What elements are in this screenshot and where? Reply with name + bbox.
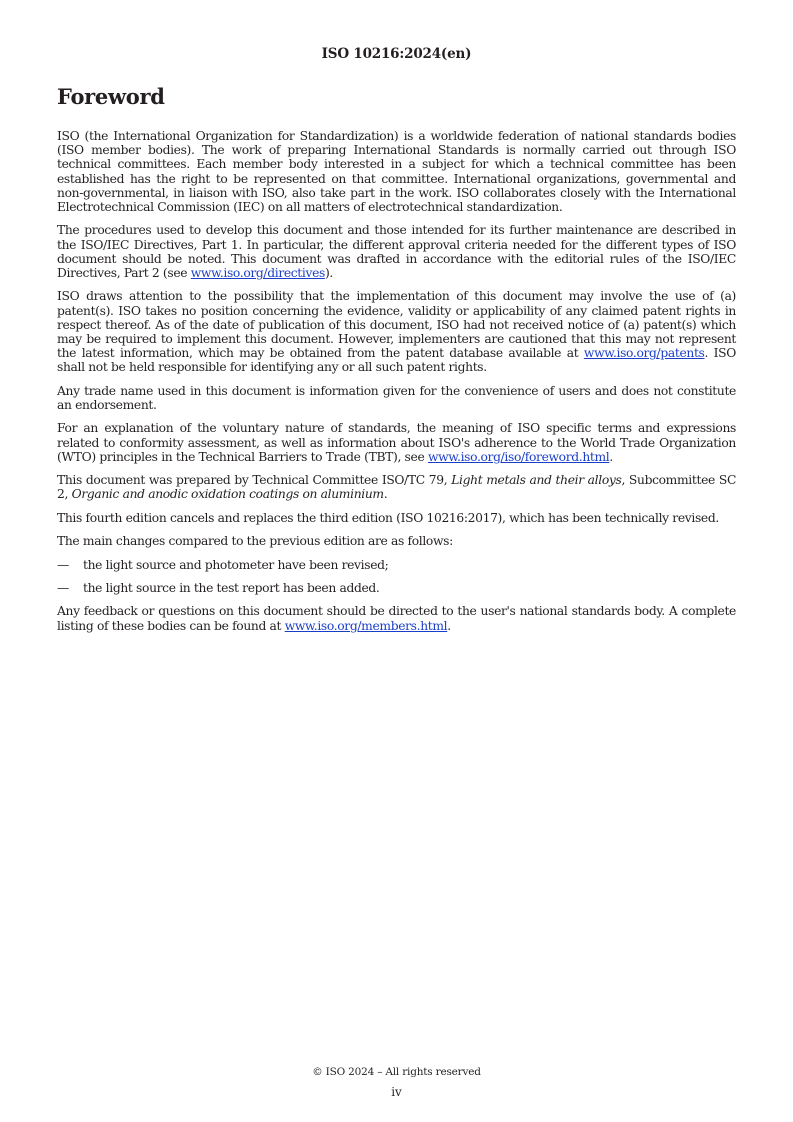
committee-title: Light metals and their alloys — [451, 473, 622, 488]
list-item: — the light source and photometer have been revised; — [57, 557, 389, 572]
foreword-link[interactable]: www.iso.org/iso/foreword.html — [427, 449, 610, 464]
page-title: Foreword — [57, 84, 165, 109]
patents-link[interactable]: www.iso.org/patents — [583, 346, 705, 361]
foreword-body — [57, 129, 736, 642]
page-number: iv — [391, 1085, 402, 1099]
members-link[interactable]: www.iso.org/members.html — [284, 618, 448, 633]
subcommittee-title: Organic and anodic oxidation coatings on aluminium — [71, 487, 384, 502]
paragraph-feedback: Any feedback or questions on this document should be directed to the user's national standards body. A complete listing of these bodies can be found at www.iso.org/members.html. — [57, 604, 736, 633]
paragraph-committee: This document was prepared by Technical Committee ISO/TC 79, Light metals and their alloys, Subcommittee SC 2, Organic and anodic oxidation coatings on aluminium. — [57, 473, 736, 502]
paragraph-voluntary-nature: For an explanation of the voluntary nature of standards, the meaning of ISO specific terms and expressions related to conformity assessment, as well as information about ISO's adherence to the World Trade Organization (WTO) principles in the Technical Barriers to Trade (TBT), see www.iso.org/iso/foreword.html. — [57, 421, 736, 464]
list-item: — the light source in the test report has been added. — [57, 580, 380, 595]
paragraph-iso-intro: ISO (the International Organization for Standardization) is a worldwide federation of national standards bodies (ISO member bodies). The work of preparing International Standards is normally carried out through ISO technical committees. Each member body interested in a subject for which a technical committee has been established has the right to be represented on that committee. International organizations, governmental and non-governmental, in liaison with ISO, also take part in the work. ISO collaborates closely with the International Electrotechnical Commission (IEC) on all matters of electrotechnical standardization. — [57, 129, 736, 215]
dash-bullet: — — [57, 557, 69, 572]
paragraph-changes-intro: The main changes compared to the previous edition are as follows: — [57, 534, 453, 549]
paragraph-edition: This fourth edition cancels and replaces the third edition (ISO 10216:2017), which has been technically revised. — [57, 510, 719, 525]
document-identifier: ISO 10216:2024(en) — [321, 46, 472, 62]
directives-link[interactable]: www.iso.org/directives — [190, 266, 325, 281]
paragraph-patents: ISO draws attention to the possibility that the implementation of this document may involve the use of (a) patent(s). ISO takes no position concerning the evidence, validity or applicability of any claimed patent rights in respect thereof. As of the date of publication of this document, ISO had not received notice of (a) patent(s) which may be required to implement this document. However, implementers are cautioned that this may not represent the latest information, which may be obtained from the patent database available at www.iso.org/patents. ISO shall not be held responsible for identifying any or all such patent rights. — [57, 289, 736, 375]
copyright-notice: © ISO 2024 – All rights reserved — [312, 1066, 481, 1078]
paragraph-procedures: The procedures used to develop this document and those intended for its further maintenance are described in the ISO/IEC Directives, Part 1. In particular, the different approval criteria needed for the different types of ISO document should be noted. This document was drafted in accordance with the editorial rules of the ISO/IEC Directives, Part 2 (see www.iso.org/directives). — [57, 223, 736, 281]
paragraph-trade-name: Any trade name used in this document is information given for the convenience of users and does not constitute an endorsement. — [57, 383, 736, 413]
dash-bullet: — — [57, 580, 69, 595]
